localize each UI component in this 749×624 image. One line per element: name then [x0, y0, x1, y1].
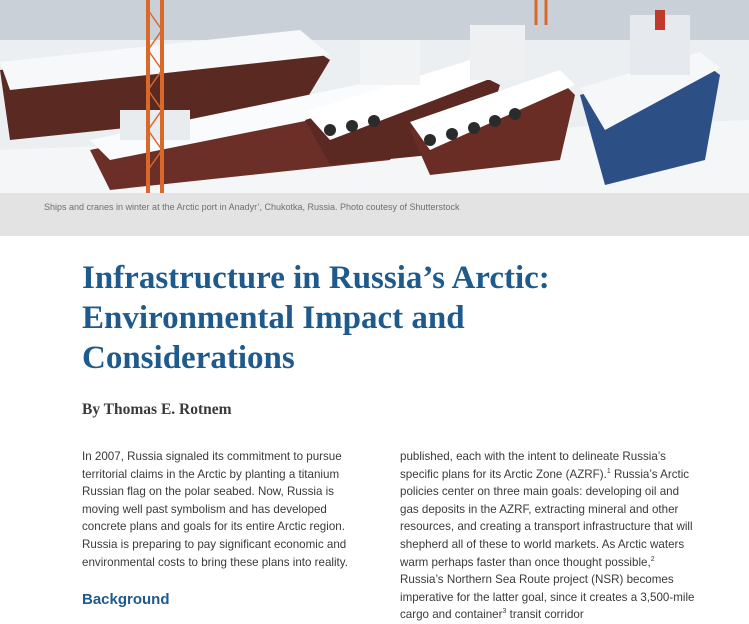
- footnote-ref-3[interactable]: 3: [502, 608, 507, 616]
- right-column: [400, 448, 700, 624]
- photo-caption: Ships and cranes in winter at the Arctic port in Anadyr’, Chukotka, Russia. Photo coutesy of Shutterstock: [44, 202, 460, 212]
- header-photo: [0, 0, 749, 193]
- title-line-1: Infrastructure in Russia’s Arctic:: [82, 260, 550, 296]
- caption-bar: [0, 193, 749, 236]
- text-part-2: Russia’s Arctic policies center on three main goals: developing oil and gas deposits in the AZRF, extracting mineral and other resources, and creating a transport infrastructure that will shepherd all of these to world markets. As Arctic waters warm perhaps faster than once thought possible,: [400, 467, 693, 569]
- byline: By Thomas E. Rotnem: [82, 401, 232, 418]
- ships-in-snow-illustration: [0, 0, 749, 193]
- section-heading-background: Background: [82, 591, 170, 608]
- title-line-2: Environmental Impact and: [82, 300, 465, 336]
- article-title: [82, 258, 642, 378]
- text-part-3: Russia’s Northern Sea Route project (NSR) becomes imperative for the latter goal, since it creates a 3,500-mile cargo and container: [400, 573, 695, 622]
- intro-paragraph: In 2007, Russia signaled its commitment to pursue territorial claims in the Arctic by planting a titanium Russian flag on the polar seabed. Now, Russia is moving well past symbolism and has developed concrete plans and goals for its entire Arctic region. Russia is preparing to pay significant economic and environmental costs to bring these plans into reality.: [82, 450, 348, 569]
- left-column: [82, 448, 368, 571]
- text-part-1: published, each with the intent to delineate Russia’s specific plans for its Arctic Zone (AZRF).: [400, 450, 666, 481]
- footnote-ref-2[interactable]: 2: [650, 555, 655, 563]
- title-line-3: Considerations: [82, 340, 295, 376]
- right-paragraph: [400, 448, 700, 624]
- footnote-ref-1[interactable]: 1: [606, 467, 611, 475]
- text-part-4: transit corridor: [506, 608, 584, 622]
